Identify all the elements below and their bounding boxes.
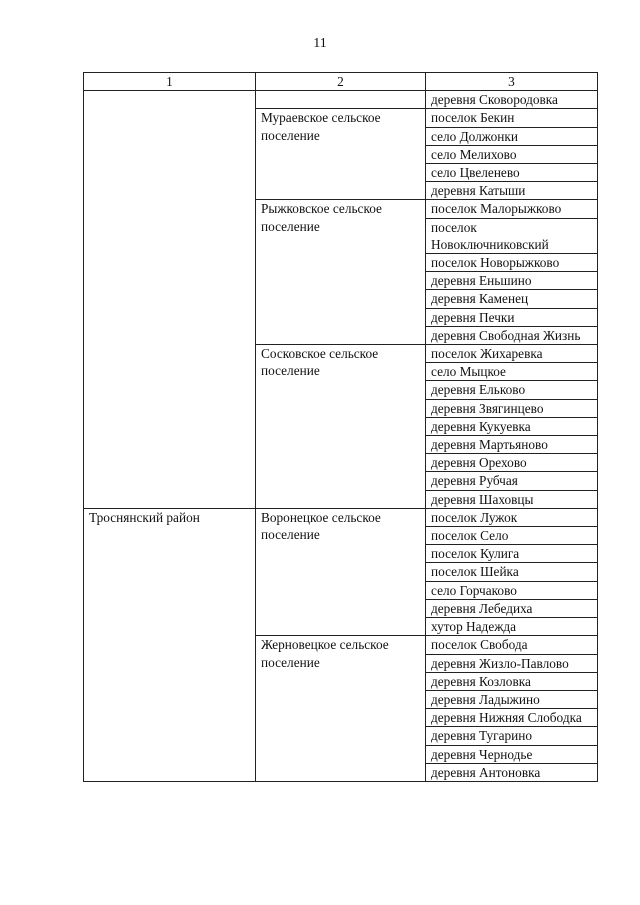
place-cell: поселок Бекин [426, 109, 598, 127]
place-cell: поселок Жихаревка [426, 345, 598, 363]
place-cell: деревня Лебедиха [426, 599, 598, 617]
page-number: 11 [313, 36, 327, 51]
place-cell: деревня Шаховцы [426, 490, 598, 508]
place-cell: деревня Свободная Жизнь [426, 326, 598, 344]
place-cell: деревня Катыши [426, 182, 598, 200]
place-cell: поселок Шейка [426, 563, 598, 581]
place-cell: поселок Свобода [426, 636, 598, 654]
place-cell: деревня Ельково [426, 381, 598, 399]
settlement-cell: Рыжковское сельское поселение [256, 200, 426, 345]
place-cell: село Цвеленево [426, 164, 598, 182]
place-cell: поселок Новорыжково [426, 254, 598, 272]
settlements-table [83, 72, 598, 782]
column-header-2: 2 [256, 73, 426, 91]
place-cell: деревня Ладыжино [426, 690, 598, 708]
settlement-cell: Жерновецкое сельское поселение [256, 636, 426, 782]
settlement-cell [256, 91, 426, 109]
table-body [84, 91, 598, 782]
place-cell: деревня Чернодье [426, 745, 598, 763]
place-cell: хутор Надежда [426, 618, 598, 636]
district-cell [84, 91, 256, 509]
column-header-1: 1 [84, 73, 256, 91]
place-cell: деревня Рубчая [426, 472, 598, 490]
place-cell: деревня Мартьяново [426, 436, 598, 454]
table-header-row [84, 73, 598, 91]
table-row [84, 91, 598, 109]
place-cell: деревня Орехово [426, 454, 598, 472]
place-cell: поселок Село [426, 527, 598, 545]
place-cell: поселок Новоключниковский [426, 218, 598, 253]
place-cell: село Горчаково [426, 581, 598, 599]
place-cell: деревня Звягинцево [426, 399, 598, 417]
table-row [84, 508, 598, 526]
column-header-3: 3 [426, 73, 598, 91]
place-cell: деревня Печки [426, 308, 598, 326]
place-cell: поселок Малорыжково [426, 200, 598, 218]
settlement-cell: Мураевское сельское поселение [256, 109, 426, 200]
place-cell: село Мелихово [426, 145, 598, 163]
place-cell: деревня Нижняя Слободка [426, 709, 598, 727]
place-cell: деревня Еньшино [426, 272, 598, 290]
place-cell: поселок Лужок [426, 508, 598, 526]
place-cell: деревня Антоновка [426, 763, 598, 781]
place-cell: деревня Козловка [426, 672, 598, 690]
place-cell: деревня Кукуевка [426, 417, 598, 435]
place-cell: село Мыцкое [426, 363, 598, 381]
place-cell: деревня Каменец [426, 290, 598, 308]
place-cell: село Должонки [426, 127, 598, 145]
place-cell: деревня Тугарино [426, 727, 598, 745]
place-cell: поселок Кулига [426, 545, 598, 563]
settlement-cell: Воронецкое сельское поселение [256, 508, 426, 635]
place-cell: деревня Сковородовка [426, 91, 598, 109]
place-cell: деревня Жизло-Павлово [426, 654, 598, 672]
settlement-cell: Сосковское сельское поселение [256, 345, 426, 509]
district-cell: Троснянский район [84, 508, 256, 781]
